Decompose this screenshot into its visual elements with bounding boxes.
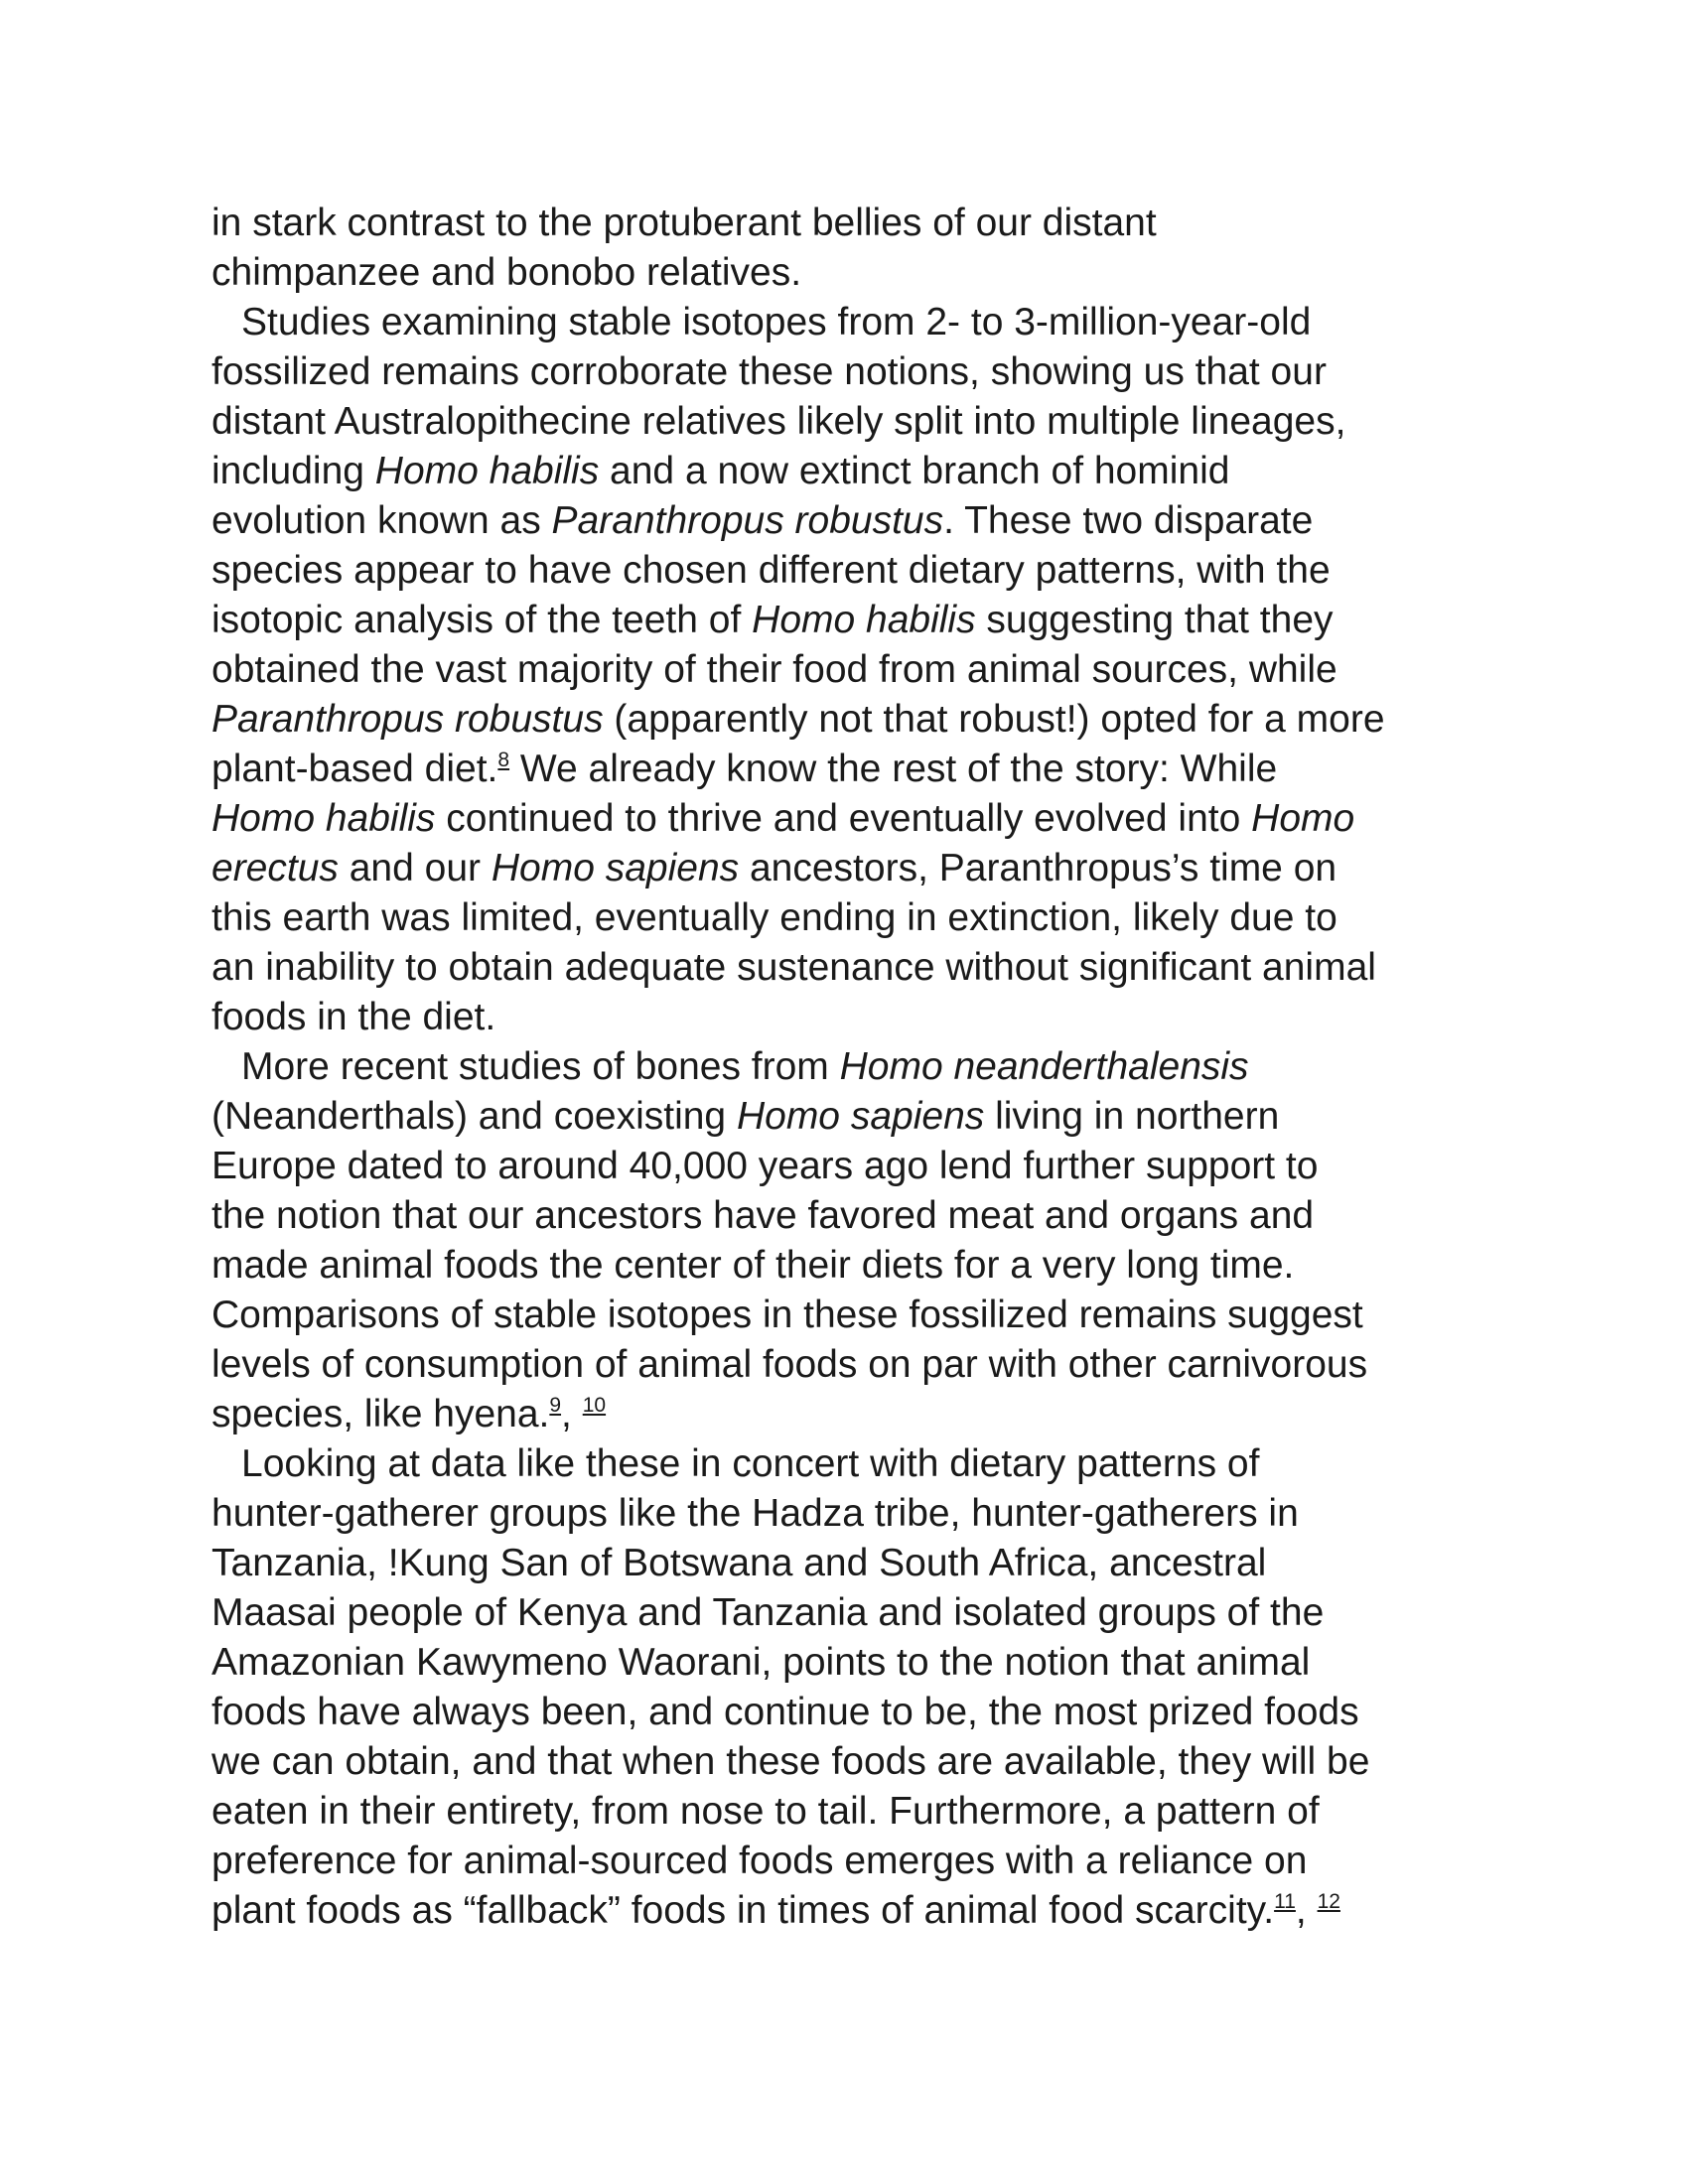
- species-name: Paranthropus robustus: [211, 698, 604, 741]
- text-run: ,: [561, 1393, 583, 1435]
- text-line: [211, 1390, 1502, 1439]
- text-line: the notion that our ancestors have favored meat and organs and: [211, 1194, 1315, 1237]
- text-line: obtained the vast majority of their food from animal sources, while: [211, 648, 1337, 691]
- footnote-link-8[interactable]: 8: [497, 749, 510, 771]
- species-name: Homo habilis: [211, 797, 436, 840]
- text-run: ,: [1295, 1889, 1318, 1932]
- text-run: evolution known as: [211, 499, 552, 542]
- text-line: in stark contrast to the protuberant bellies of our distant: [211, 202, 1157, 244]
- species-name: Paranthropus robustus: [551, 499, 944, 542]
- text-line: Tanzania, !Kung San of Botswana and South Africa, ancestral: [211, 1542, 1267, 1584]
- text-line: Europe dated to around 40,000 years ago lend further support to: [211, 1145, 1319, 1187]
- text-line: [211, 695, 1502, 745]
- text-run: More recent studies of bones from: [241, 1045, 840, 1088]
- paragraph-1: [211, 199, 1502, 298]
- text-line: an inability to obtain adequate sustenance without significant animal: [211, 946, 1376, 989]
- text-line: [211, 596, 1502, 645]
- text-line: [211, 844, 1502, 893]
- text-line: chimpanzee and bonobo relatives.: [211, 251, 802, 294]
- text-line: [211, 1886, 1502, 1936]
- text-run: isotopic analysis of the teeth of: [211, 599, 753, 641]
- text-run: including: [211, 450, 375, 492]
- text-line: foods in the diet.: [211, 996, 496, 1038]
- text-line: [211, 794, 1502, 844]
- text-line: levels of consumption of animal foods on par with other carnivorous: [211, 1343, 1368, 1386]
- species-name: erectus: [211, 847, 339, 889]
- species-name: Homo: [1251, 797, 1355, 840]
- text-line: foods have always been, and continue to be, the most prized foods: [211, 1691, 1359, 1733]
- text-line: Studies examining stable isotopes from 2- to 3-million-year-old: [241, 301, 1312, 343]
- text-run: (apparently not that robust!) opted for a more: [603, 698, 1385, 741]
- text-run: . These two disparate: [943, 499, 1314, 542]
- text-run: continued to thrive and eventually evolved into: [435, 797, 1252, 840]
- text-line: fossilized remains corroborate these notions, showing us that our: [211, 350, 1327, 393]
- text-line: [211, 1042, 1502, 1092]
- paragraph-4: [211, 1439, 1502, 1936]
- text-line: species appear to have chosen different dietary patterns, with the: [211, 549, 1331, 592]
- text-line: Amazonian Kawymeno Waorani, points to the notion that animal: [211, 1641, 1311, 1684]
- footnote-link-10[interactable]: 10: [582, 1394, 607, 1417]
- text-line: we can obtain, and that when these foods are available, they will be: [211, 1740, 1370, 1783]
- text-run: We already know the rest of the story: While: [509, 748, 1278, 790]
- species-name: Homo neanderthalensis: [839, 1045, 1249, 1088]
- text-run: species, like hyena.: [211, 1393, 550, 1435]
- text-line: hunter-gatherer groups like the Hadza tribe, hunter-gatherers in: [211, 1492, 1299, 1535]
- text-line: Looking at data like these in concert with dietary patterns of: [241, 1442, 1260, 1485]
- page-body: [211, 199, 1502, 1936]
- text-line: [211, 1092, 1502, 1142]
- text-line: Comparisons of stable isotopes in these fossilized remains suggest: [211, 1294, 1363, 1336]
- text-run: and our: [338, 847, 492, 889]
- text-run: suggesting that they: [975, 599, 1334, 641]
- footnote-link-11[interactable]: 11: [1274, 1890, 1296, 1913]
- text-run: plant-based diet.: [211, 748, 498, 790]
- species-name: Homo habilis: [374, 450, 600, 492]
- text-run: ancestors, Paranthropus’s time on: [739, 847, 1337, 889]
- text-line: preference for animal-sourced foods emerges with a reliance on: [211, 1840, 1308, 1882]
- footnote-link-9[interactable]: 9: [549, 1394, 562, 1417]
- text-line: eaten in their entirety, from nose to tail. Furthermore, a pattern of: [211, 1790, 1320, 1833]
- text-line: distant Australopithecine relatives likely split into multiple lineages,: [211, 400, 1346, 443]
- species-name: Homo habilis: [752, 599, 976, 641]
- paragraph-3: [211, 1042, 1502, 1439]
- text-line: Maasai people of Kenya and Tanzania and isolated groups of the: [211, 1591, 1325, 1634]
- paragraph-2: [211, 298, 1502, 1042]
- footnote-link-12[interactable]: 12: [1317, 1890, 1340, 1913]
- species-name: Homo sapiens: [736, 1095, 985, 1138]
- text-run: living in northern: [984, 1095, 1280, 1138]
- species-name: Homo sapiens: [491, 847, 740, 889]
- text-run: plant foods as “fallback” foods in times of animal food scarcity.: [211, 1889, 1275, 1932]
- text-line: made animal foods the center of their diets for a very long time.: [211, 1244, 1295, 1287]
- text-line: this earth was limited, eventually ending in extinction, likely due to: [211, 896, 1337, 939]
- text-line: [211, 745, 1502, 794]
- text-line: [211, 447, 1502, 496]
- text-run: (Neanderthals) and coexisting: [211, 1095, 737, 1138]
- text-line: [211, 496, 1502, 546]
- text-run: and a now extinct branch of hominid: [599, 450, 1230, 492]
